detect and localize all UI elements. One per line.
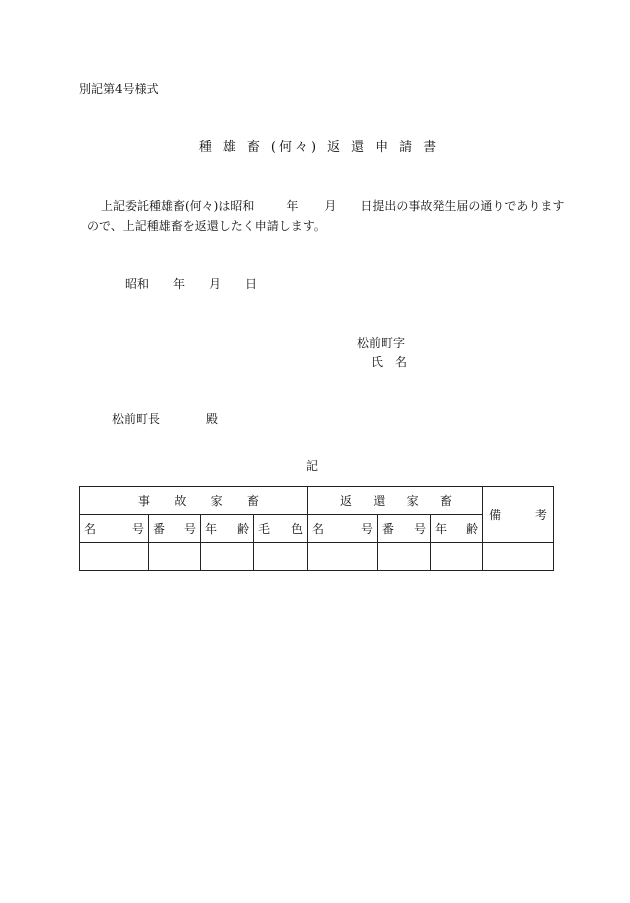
col-char: 番 [382, 522, 395, 536]
body-text: 日提出の事故発生届の通りでありま [360, 199, 553, 213]
body-year: 年 [286, 199, 299, 213]
body-text: す [552, 199, 565, 213]
date-day: 日 [245, 277, 258, 291]
col-char: 齢 [236, 522, 249, 536]
header-char: 事 [138, 494, 151, 508]
cell-return-name[interactable] [308, 543, 378, 571]
accident-col-color [254, 515, 308, 543]
accident-col-number [149, 515, 201, 543]
return-col-number [378, 515, 431, 543]
cell-accident-color[interactable] [254, 543, 308, 571]
title-char: 申 [375, 140, 392, 155]
record-table [79, 486, 554, 571]
remarks-char: 備 [489, 508, 502, 522]
title-char: 還 [351, 140, 368, 155]
title-char: (何々) [270, 140, 320, 155]
date-year: 年 [173, 277, 186, 291]
remarks-char: 考 [535, 508, 548, 522]
col-char: 色 [290, 522, 303, 536]
title-char: 返 [327, 140, 344, 155]
addressee-honorific: 殿 [206, 412, 219, 426]
form-number: 別記第4号様式 [79, 82, 159, 96]
application-date [125, 275, 257, 292]
cell-remarks[interactable] [483, 543, 554, 571]
body-line-1 [87, 196, 565, 216]
addressee [112, 410, 218, 427]
col-char: 齢 [466, 522, 479, 536]
header-char: 還 [373, 494, 386, 508]
header-char: 故 [174, 494, 187, 508]
body-text: 上記委託種雄畜(何々)は昭和 [101, 199, 255, 213]
header-char: 畜 [439, 494, 452, 508]
accident-col-name [80, 515, 149, 543]
body-paragraph [87, 196, 565, 236]
col-char: 号 [413, 522, 426, 536]
title-char: 畜 [246, 140, 263, 155]
name-label-char: 氏 [371, 355, 384, 369]
return-livestock-header [308, 487, 483, 515]
col-char: 年 [205, 522, 218, 536]
table-row [80, 543, 554, 571]
addressee-title: 松前町長 [112, 412, 161, 426]
header-char: 畜 [246, 494, 259, 508]
title-char: 種 [198, 140, 215, 155]
title-char: 雄 [222, 140, 239, 155]
cell-return-age[interactable] [431, 543, 483, 571]
header-char: 家 [210, 494, 223, 508]
title-char: 請 [399, 140, 416, 155]
body-line-2: ので、上記種雄畜を返還したく申請します。 [87, 219, 326, 233]
title-char: 書 [423, 140, 440, 155]
cell-return-number[interactable] [378, 543, 431, 571]
col-char: 毛 [258, 522, 271, 536]
col-char: 号 [360, 522, 373, 536]
remarks-header [483, 487, 554, 543]
accident-livestock-header [80, 487, 308, 515]
cell-accident-name[interactable] [80, 543, 149, 571]
header-char: 家 [406, 494, 419, 508]
header-char: 返 [340, 494, 353, 508]
col-char: 年 [435, 522, 448, 536]
body-month: 月 [324, 199, 337, 213]
name-label [371, 353, 407, 370]
col-char: 名 [84, 522, 97, 536]
return-col-name [308, 515, 378, 543]
col-char: 号 [183, 522, 196, 536]
date-era: 昭和 [125, 277, 150, 291]
date-month: 月 [209, 277, 222, 291]
ki-label: 記 [306, 459, 319, 473]
accident-col-age [201, 515, 254, 543]
col-char: 番 [153, 522, 166, 536]
address-label: 松前町字 [357, 336, 406, 350]
col-char: 名 [312, 522, 325, 536]
cell-accident-number[interactable] [149, 543, 201, 571]
col-char: 号 [131, 522, 144, 536]
table-header-row [80, 487, 554, 515]
document-title [0, 136, 630, 155]
return-col-age [431, 515, 483, 543]
cell-accident-age[interactable] [201, 543, 254, 571]
table-subheader-row [80, 515, 554, 543]
name-label-char: 名 [395, 355, 408, 369]
